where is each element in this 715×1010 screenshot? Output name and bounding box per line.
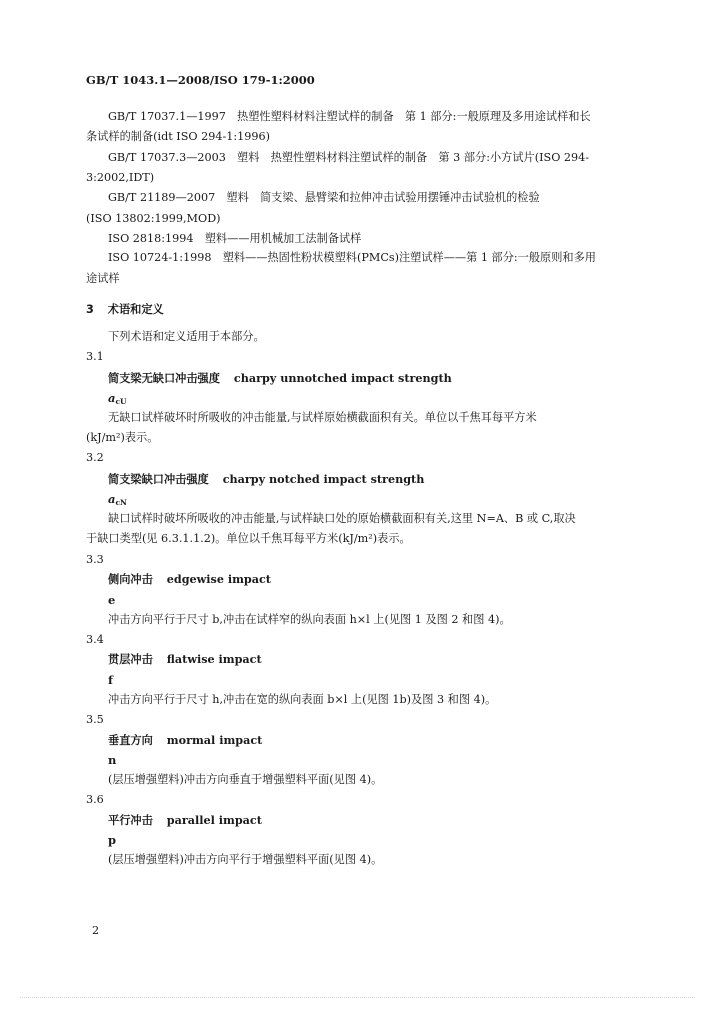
running-header: GB/T 1043.1—2008/ISO 179-1:2000 — [86, 73, 315, 87]
term-heading — [108, 733, 262, 748]
term-definition: 于缺口类型(见 6.3.1.1.2)。单位以千焦耳每平方米(kJ/m²)表示。 — [86, 532, 411, 545]
term-heading — [108, 652, 262, 667]
term-definition: 缺口试样时破坏所吸收的冲击能量,与试样缺口处的原始横截面积有关,这里 N=A、B 或 C,取决 — [108, 512, 576, 525]
term-symbol: f — [108, 673, 113, 687]
term-definition: (层压增强塑料)冲击方向垂直于增强塑料平面(见图 4)。 — [108, 773, 383, 786]
term-zh: 平行冲击 — [108, 814, 153, 827]
intro-text: 下列术语和定义适用于本部分。 — [108, 330, 265, 343]
section-number: 3 — [86, 303, 94, 316]
term-definition: 无缺口试样破坏时所吸收的冲击能量,与试样原始横截面积有关。单位以千焦耳每平方米 — [108, 411, 537, 424]
term-symbol: p — [108, 833, 117, 847]
term-definition: (kJ/m²)表示。 — [86, 431, 159, 444]
term-number: 3.6 — [86, 793, 104, 806]
term-en: charpy unnotched impact strength — [233, 371, 452, 385]
term-zh: 简支梁缺口冲击强度 — [108, 473, 209, 486]
page-number: 2 — [92, 924, 100, 937]
footer-rule — [20, 997, 695, 998]
reference-line: 途试样 — [86, 272, 120, 285]
term-symbol: $a_{cU}$ — [108, 391, 127, 406]
term-definition: 冲击方向平行于尺寸 b,冲击在试样窄的纵向表面 h×l 上(见图 1 及图 2 和图 4)。 — [108, 613, 511, 626]
term-symbol: $a_{cN}$ — [108, 492, 127, 507]
reference-line: (ISO 13802:1999,MOD) — [86, 212, 221, 225]
term-zh: 侧向冲击 — [108, 573, 153, 586]
reference-line: GB/T 17037.3—2003 塑料 热塑性塑料材料注塑试样的制备 第 3 部分:小方试片(ISO 294- — [108, 151, 590, 164]
term-en: charpy notched impact strength — [222, 472, 425, 486]
term-heading — [108, 472, 424, 487]
reference-line: 条试样的制备(idt ISO 294-1:1996) — [86, 130, 270, 143]
term-heading — [108, 813, 262, 828]
term-definition: (层压增强塑料)冲击方向平行于增强塑料平面(见图 4)。 — [108, 853, 383, 866]
term-symbol: n — [108, 753, 117, 767]
term-number: 3.4 — [86, 633, 104, 646]
term-en: parallel impact — [166, 813, 262, 827]
term-en: mormal impact — [166, 733, 263, 747]
term-definition: 冲击方向平行于尺寸 h,冲击在宽的纵向表面 b×l 上(见图 1b)及图 3 和图 4)。 — [108, 693, 497, 706]
term-zh: 简支梁无缺口冲击强度 — [108, 372, 220, 385]
term-en: edgewise impact — [166, 572, 271, 586]
reference-line: GB/T 21189—2007 塑料 简支梁、悬臂梁和拉伸冲击试验用摆锤冲击试验机的检验 — [108, 191, 540, 204]
reference-line: 3:2002,IDT) — [86, 171, 155, 184]
reference-line: ISO 10724-1:1998 塑料——热固性粉状模塑料(PMCs)注塑试样——第 1 部分:一般原则和多用 — [108, 251, 596, 264]
term-zh: 垂直方向 — [108, 734, 153, 747]
term-number: 3.3 — [86, 553, 104, 566]
term-number: 3.2 — [86, 451, 104, 464]
term-heading — [108, 371, 452, 386]
term-heading — [108, 572, 271, 587]
term-number: 3.1 — [86, 350, 104, 363]
reference-line: ISO 2818:1994 塑料——用机械加工法制备试样 — [108, 232, 362, 245]
reference-line: GB/T 17037.1—1997 热塑性塑料材料注塑试样的制备 第 1 部分:一般原理及多用途试样和长 — [108, 110, 591, 123]
term-symbol: e — [108, 593, 116, 607]
section-heading — [86, 303, 164, 317]
term-zh: 贯层冲击 — [108, 653, 153, 666]
term-en: flatwise impact — [166, 652, 262, 666]
term-number: 3.5 — [86, 713, 104, 726]
section-title: 术语和定义 — [107, 303, 164, 316]
